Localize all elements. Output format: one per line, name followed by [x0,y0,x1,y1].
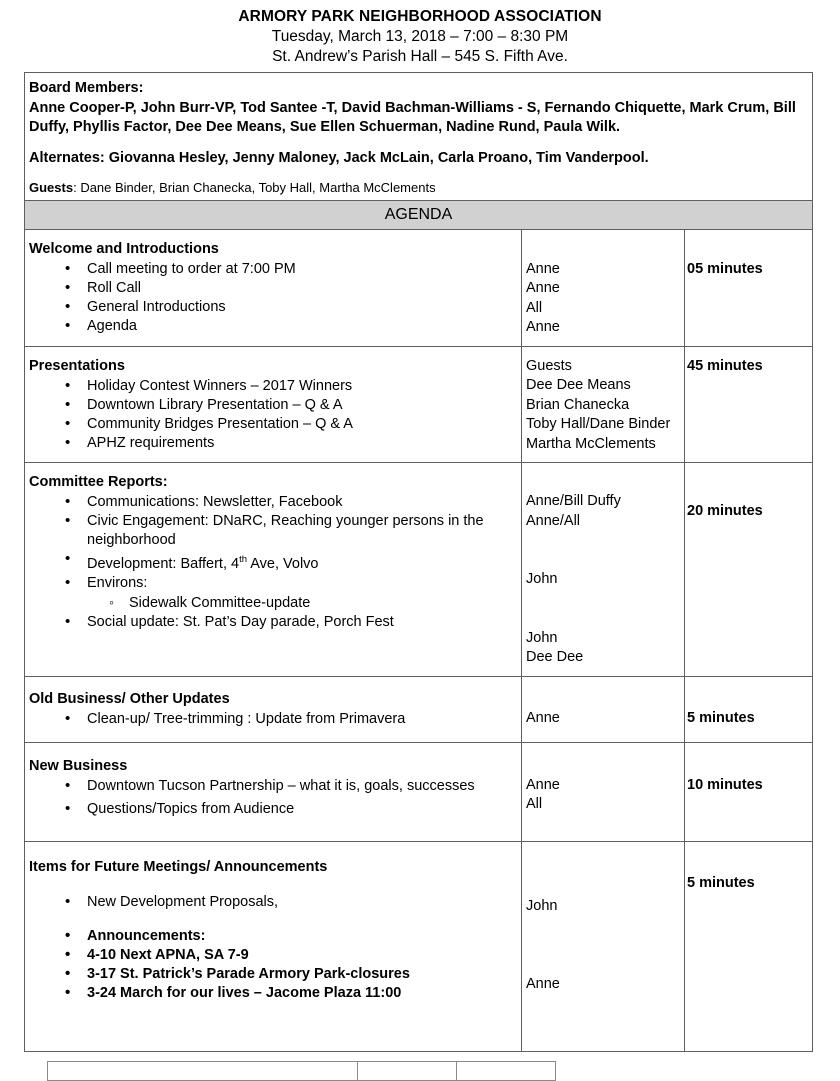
agenda-banner-row [25,201,813,230]
list-item-text: 3-17 St. Patrick’s Parade Armory Park-closures [87,965,410,982]
list-item [87,927,517,946]
bullet-list [29,493,517,632]
list-item-text: Questions/Topics from Audience [87,800,295,817]
list-item [87,550,517,574]
table-row [25,463,813,677]
section-heading: Items for Future Meetings/ Announcements [29,858,328,875]
list-item-text: Clean-up/ Tree-trimming : Update from Primavera [87,710,406,727]
roster-row [25,73,813,201]
section-heading: Presentations [29,357,125,374]
list-item-text: 4-10 Next APNA, SA 7-9 [87,946,249,963]
stub-cell [457,1061,556,1080]
person-cell-welcome [522,230,685,347]
topic-cell-committee [25,463,522,677]
person-name: Toby Hall/Dane Binder [526,416,671,432]
board-members-list: Anne Cooper-P, John Burr-VP, Tod Santee -T, David Bachman-Williams - S, Fernando Chiquette, Mark Crum, Bill Duffy, Phyllis Factor, Dee Dee Means, Sue Ellen Schuerman, Nadine Rund, Paula Wilk. [29,99,796,135]
duration-value: 20 minutes [687,503,763,519]
list-item-text: New Development Proposals, [87,893,279,910]
person-name: John [526,897,558,914]
document-header [0,0,840,67]
section-heading: Welcome and Introductions [29,241,219,257]
announcements-list [29,927,517,1003]
agenda-table [24,72,813,1052]
roster-spacer [29,138,808,149]
bullet-list [29,377,517,453]
topic-cell-welcome [25,230,522,347]
roster-cell [25,73,813,201]
list-item [87,415,517,434]
person-name: Anne/Bill Duffy [526,493,621,509]
time-cell-committee [685,463,813,677]
guests-line [29,179,808,196]
list-item-text: 3-24 March for our lives – Jacome Plaza 11:00 [87,984,402,1001]
meeting-location: St. Andrew’s Parish Hall – 545 S. Fifth Ave. [272,48,568,65]
topic-cell-presentations [25,346,522,463]
page-title: ARMORY PARK NEIGHBORHOOD ASSOCIATION [238,8,602,25]
list-item [87,512,517,550]
time-cell-presentations [685,346,813,463]
stub-row [48,1061,556,1080]
time-cell-future [685,841,813,1051]
content-spacer [29,878,517,893]
meeting-datetime: Tuesday, March 13, 2018 – 7:00 – 8:30 PM [271,28,569,45]
list-item-text: Downtown Tucson Partnership – what it is, goals, successes [87,777,475,794]
person-name: Anne/All [526,512,581,529]
list-item-text: Agenda [87,318,137,334]
list-item [87,613,517,632]
sub-bullet-list [87,594,517,613]
stub-cell [358,1061,457,1080]
list-item [87,800,517,819]
person-name: Brian Chanecka [526,396,630,413]
list-item-text: Civic Engagement: DNaRC, Reaching younger persons in the [87,513,484,529]
content-spacer-2 [29,912,517,927]
time-cell-welcome [685,230,813,347]
list-item [87,893,517,912]
list-item-text-cont: Ave, Volvo [247,555,319,572]
next-table-stub [47,1061,556,1081]
topic-cell-future [25,841,522,1051]
board-members-label: Board Members: [29,80,144,96]
bullet-list [29,893,517,912]
section-heading: New Business [29,757,128,774]
list-item-text: Development: Baffert, 4 [87,555,240,572]
section-heading: Old Business/ Other Updates [29,690,230,707]
person-name: Anne [526,776,560,793]
person-name: John [526,571,558,587]
agenda-banner-cell [25,201,813,230]
table-row [25,346,813,463]
list-item-text: Downtown Library Presentation – Q & A [87,396,343,413]
person-cell-old-business [522,676,685,742]
list-item [87,710,517,729]
person-cell-new-business [522,742,685,841]
topic-cell-new-business [25,742,522,841]
list-item-text: Environs: [87,574,148,591]
list-item [87,434,517,453]
person-name: Anne [526,709,560,726]
duration-value: 5 minutes [687,874,755,891]
stub-cell [48,1061,358,1080]
list-item-text: Communications: Newsletter, Facebook [87,494,343,510]
list-item-text: Call meeting to order at 7:00 PM [87,261,296,277]
list-item [87,493,517,512]
table-row [25,742,813,841]
table-row [25,676,813,742]
guests-label: Guests [29,180,74,195]
list-item [87,317,517,336]
list-item [87,377,517,396]
person-cell-future [522,841,685,1051]
person-name: Anne [526,319,560,335]
duration-value: 05 minutes [687,260,763,277]
alternates-list: Alternates: Giovanna Hesley, Jenny Maloney, Jack McLain, Carla Proano, Tim Vanderpool. [29,149,649,166]
agenda-banner: AGENDA [25,201,812,229]
guests-list: Dane Binder, Brian Chanecka, Toby Hall, Martha McClements [80,180,436,195]
person-name: John [526,629,558,646]
duration-value: 45 minutes [687,357,763,374]
list-item-text: APHZ requirements [87,434,215,451]
list-item-text: Announcements: [87,927,206,944]
list-item [87,777,517,796]
list-item [87,298,517,317]
person-name: Anne [526,280,560,296]
list-item-text: Roll Call [87,280,141,296]
sub-list-item [129,594,517,613]
list-item [87,574,517,613]
list-item [87,279,517,298]
topic-cell-old-business [25,676,522,742]
person-name: Anne [526,260,560,277]
bullet-list [29,260,517,336]
list-item [87,984,517,1003]
list-item [87,260,517,279]
list-item-text: Community Bridges Presentation – Q & A [87,415,353,432]
person-name: Guests [526,357,572,374]
person-name: All [526,299,543,316]
list-item-text-cont: neighborhood [87,532,176,548]
sub-list-item-text: Sidewalk Committee-update [129,594,311,611]
list-item [87,946,517,965]
person-name: Dee Dee [526,649,584,665]
time-cell-new-business [685,742,813,841]
duration-value: 5 minutes [687,709,755,726]
person-name: All [526,796,543,812]
list-item [87,396,517,415]
list-item-text: Holiday Contest Winners – 2017 Winners [87,377,353,394]
guests-separator: : [73,180,81,195]
person-name: Anne [526,975,560,992]
person-name: Martha McClements [526,435,656,452]
person-cell-presentations [522,346,685,463]
table-row [25,841,813,1051]
section-heading: Committee Reports: [29,474,168,490]
table-row [25,230,813,347]
ordinal-suffix: th [239,554,248,565]
duration-value: 10 minutes [687,776,763,793]
person-name: Dee Dee Means [526,377,631,393]
list-item-text: Social update: St. Pat’s Day parade, Porch Fest [87,613,394,630]
bullet-list [29,777,517,819]
time-cell-old-business [685,676,813,742]
bullet-list [29,710,517,729]
person-cell-committee [522,463,685,677]
list-item-text: General Introductions [87,299,226,315]
roster-spacer-2 [29,168,808,179]
